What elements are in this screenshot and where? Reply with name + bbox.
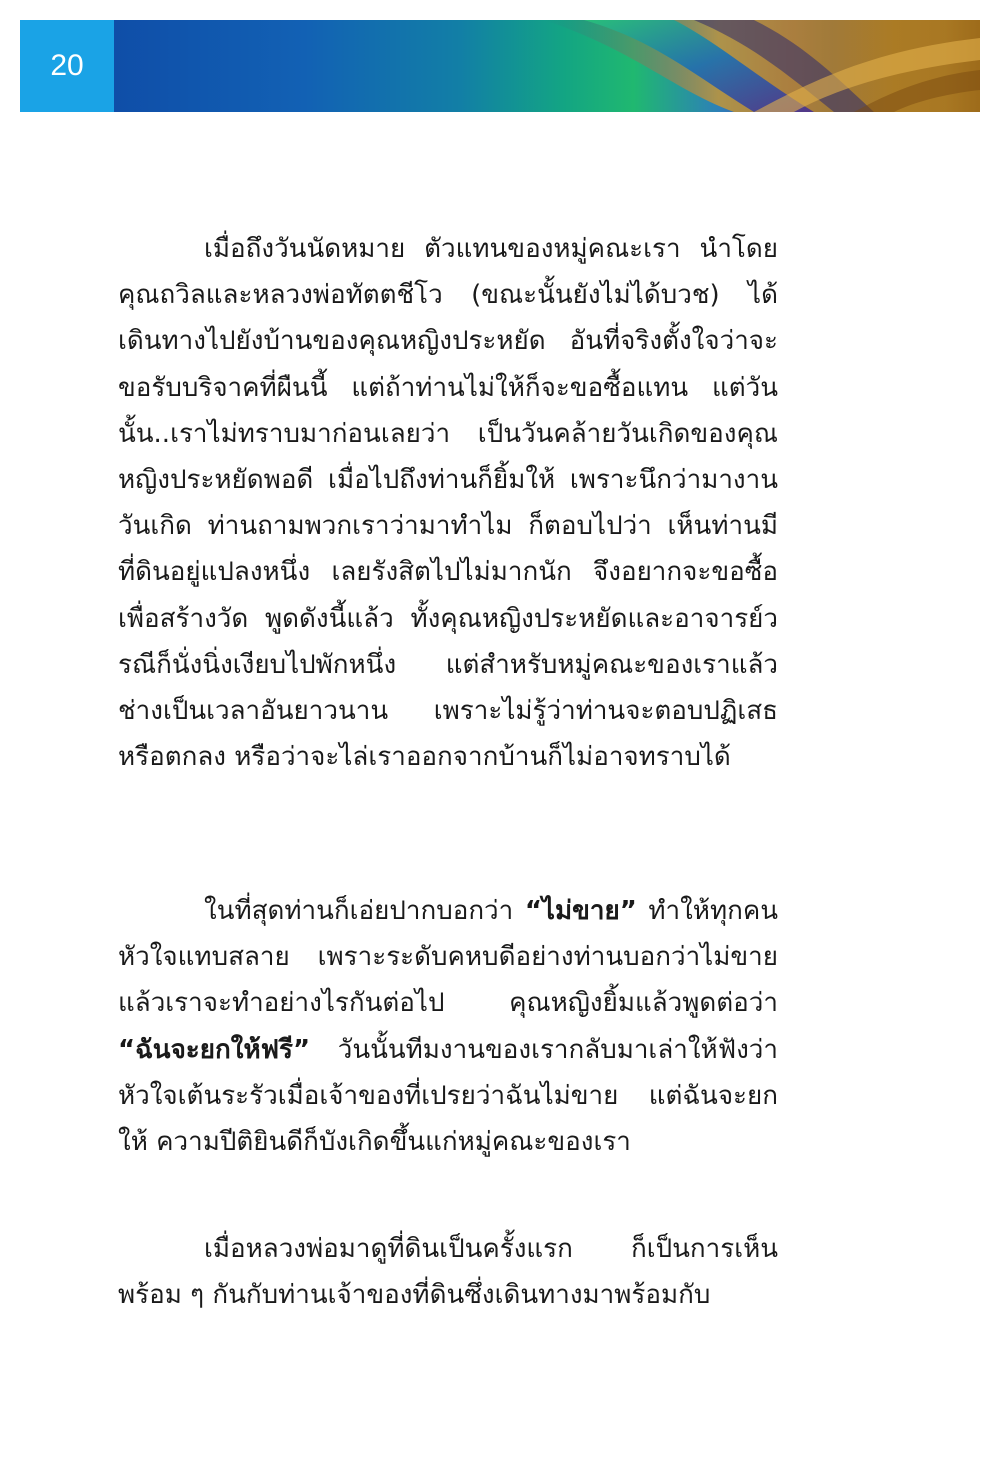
paragraph-text-part-2: ทำให้ทุกคนหัวใจแทบสลาย เพราะระดับคหบดีอย่างท่านบอกว่าไม่ขาย แล้วเราจะทำอย่างไรกันต่อไป คุณหญิงยิ้มแล้วพูดต่อว่า bbox=[118, 896, 778, 1019]
paragraph-text bbox=[118, 888, 778, 1165]
page-number: 20 bbox=[20, 20, 114, 112]
feather-pattern bbox=[114, 20, 980, 112]
page-header bbox=[20, 20, 980, 112]
paragraph-text: เมื่อหลวงพ่อมาดูที่ดินเป็นครั้งแรก ก็เป็นการเห็นพร้อม ๆ กันกับท่านเจ้าของที่ดินซึ่งเดินทางมาพร้อมกับ bbox=[118, 1234, 778, 1311]
paragraph-text-part-3: วันนั้นทีมงานของเรากลับมาเล่าให้ฟังว่า หัวใจเต้นระรัวเมื่อเจ้าของที่เปรยว่าฉันไม่ขาย แต่ฉันจะยกให้ ความปีติยินดีก็บังเกิดขึ้นแก่หมู่คณะของเรา bbox=[118, 1034, 778, 1158]
paragraph-text: เมื่อถึงวันนัดหมาย ตัวแทนของหมู่คณะเรา นำโดยคุณถวิลและหลวงพ่อทัตตชีโว (ขณะนั้นยังไม่ได้บวช) ได้เดินทางไปยังบ้านของคุณหญิงประหยัด อันที่จริงตั้งใจว่าจะขอรับบริจาคที่ผืนนี้ แต่ถ้าท่านไม่ให้ก็จะขอซื้อแทน แต่วันนั้น..เราไม่ทราบมาก่อนเลยว่า เป็นวันคล้ายวันเกิดของคุณหญิงประหยัดพอดี เมื่อไปถึงท่านก็ยิ้มให้ เพราะนึกว่ามางานวันเกิด ท่านถามพวกเราว่ามาทำไม ก็ตอบไปว่า เห็นท่านมีที่ดินอยู่แปลงหนึ่ง เลยรังสิตไปไม่มากนัก จึงอยากจะขอซื้อเพื่อสร้างวัด พูดดังนี้แล้ว ทั้งคุณหญิงประหยัดและอาจารย์วรณีก็นั่งนิ่งเงียบไปพักหนึ่ง แต่สำหรับหมู่คณะของเราแล้วช่างเป็นเวลาอันยาวนาน เพราะไม่รู้ว่าท่านจะตอบปฏิเสธหรือตกลง หรือว่าจะไล่เราออกจากบ้านก็ไม่อาจทราบได้ bbox=[118, 234, 778, 773]
paragraph-text-part-1: ในที่สุดท่านก็เอ่ยปากบอกว่า bbox=[204, 896, 525, 926]
body-paragraph-2 bbox=[118, 888, 778, 1165]
body-paragraph-3 bbox=[118, 1226, 778, 1318]
bold-quote-give-free: “ฉันจะยกให้ฟรี” bbox=[118, 1034, 311, 1065]
peacock-feather-banner-icon bbox=[114, 20, 980, 112]
bold-quote-not-selling: “ไม่ขาย” bbox=[524, 896, 637, 926]
body-paragraph-1 bbox=[118, 226, 778, 780]
